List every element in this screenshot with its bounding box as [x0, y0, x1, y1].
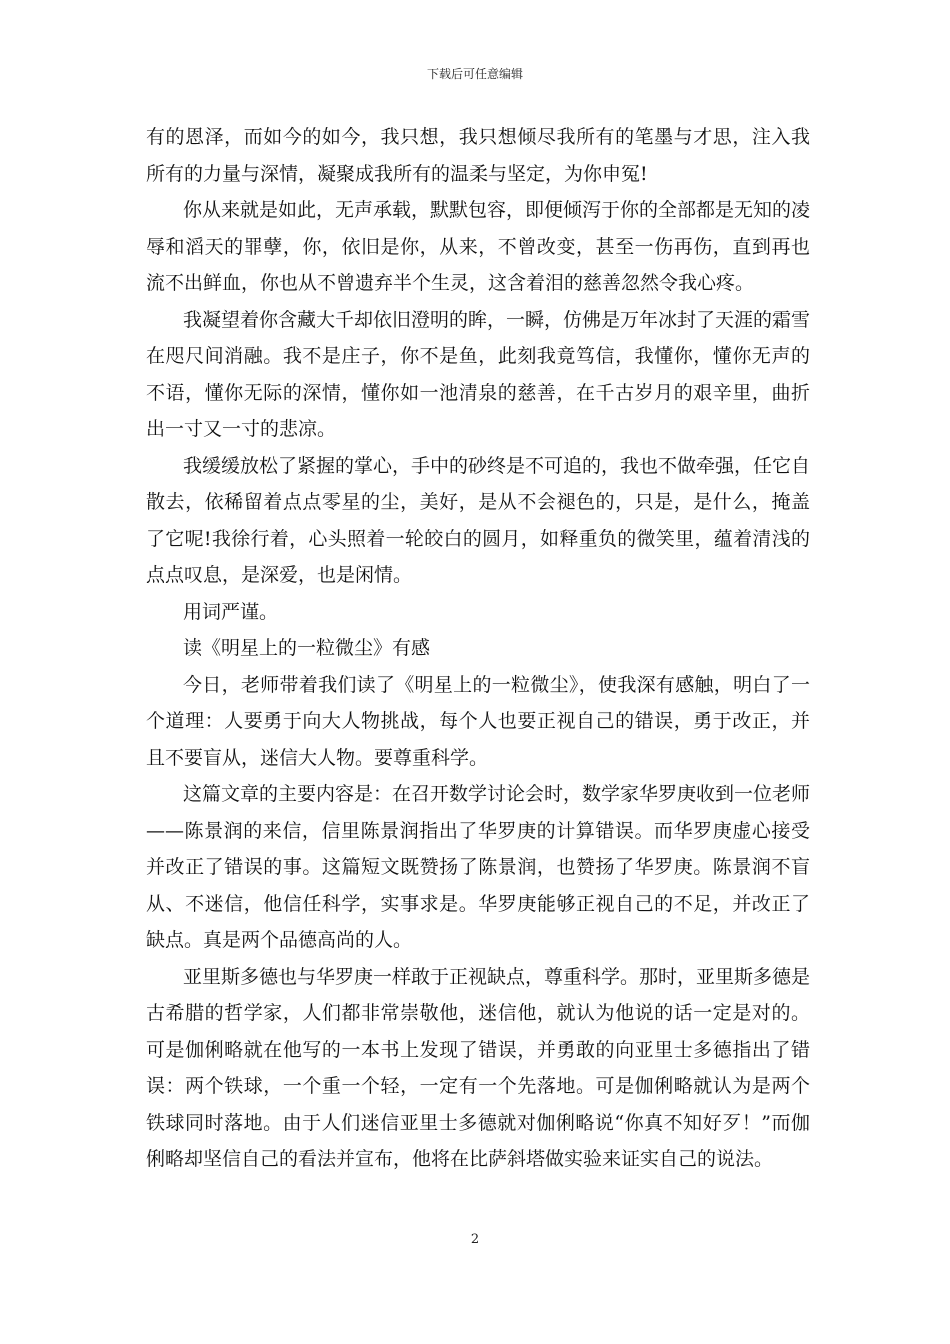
page-header: 下载后可任意编辑 [426, 67, 523, 81]
paragraph-9: 亚里斯多德也与华罗庚一样敢于正视缺点，尊重科学。那时，亚里斯多德是古希腊的哲学家，人们都非常崇敬他，迷信他，就认为他说的话一定是对的。可是伽俐略就在他写的一本书上发现了错误，并勇敢的向亚里士多德指出了错误：两个铁球，一个重一个轻，一定有一个先落地。可是伽俐略就认为是两个铁球同时落地。由于人们迷信亚里士多德就对伽俐略说“你真不知好歹！”而伽俐略却坚信自己的看法并宣布，他将在比萨斜塔做实验来证实自己的说法。 [146, 965, 811, 1170]
paragraph-3: 我凝望着你含藏大千却依旧澄明的眸，一瞬，仿佛是万年冰封了天涯的霜雪在咫尺间消融。我不是庄子，你不是鱼，此刻我竟笃信，我懂你，懂你无声的不语，懂你无际的深情，懂你如一池清泉的慈善，在千古岁月的艰辛里，曲折出一寸又一寸的悲凉。 [146, 308, 811, 440]
paragraph-2: 你从来就是如此，无声承载，默默包容，即便倾泻于你的全部都是无知的凌辱和滔天的罪孽，你，依旧是你，从来，不曾改变，甚至一伤再伤，直到再也流不出鲜血，你也从不曾遗弃半个生灵，这含着泪的慈善忽然令我心疼。 [146, 199, 811, 294]
essay-title: 读《明星上的一粒微尘》有感 [183, 637, 431, 659]
page-number: 2 [470, 1232, 480, 1247]
paragraph-7: 今日，老师带着我们读了《明星上的一粒微尘》，使我深有感触，明白了一个道理：人要勇于向大人物挑战，每个人也要正视自己的错误，勇于改正，并且不要盲从，迷信大人物。要尊重科学。 [146, 673, 810, 769]
paragraph-4: 我缓缓放松了紧握的掌心，手中的砂终是不可追的，我也不做牵强，任它自散去，依稀留着点点零星的尘，美好，是从不会褪色的，只是，是什么，掩盖了它呢!我徐行着，心头照着一轮皎白的圆月，如释重负的微笑里，蕴着清浅的点点叹息，是深爱，也是闲情。 [146, 454, 811, 586]
paragraph-5: 用词严谨。 [183, 600, 279, 623]
paragraph-1: 有的恩泽，而如今的如今，我只想，我只想倾尽我所有的笔墨与才思，注入我所有的力量与深情，凝聚成我所有的温柔与坚定，为你申冤! [146, 126, 810, 185]
document-body [146, 119, 810, 1178]
paragraph-8: 这篇文章的主要内容是：在召开数学讨论会时，数学家华罗庚收到一位老师——陈景润的来信，信里陈景润指出了华罗庚的计算错误。而华罗庚虚心接受并改正了错误的事。这篇短文既赞扬了陈景润，也赞扬了华罗庚。陈景润不盲从、不迷信，他信任科学，实事求是。华罗庚能够正视自己的不足，并改正了缺点。真是两个品德高尚的人。 [146, 783, 811, 951]
